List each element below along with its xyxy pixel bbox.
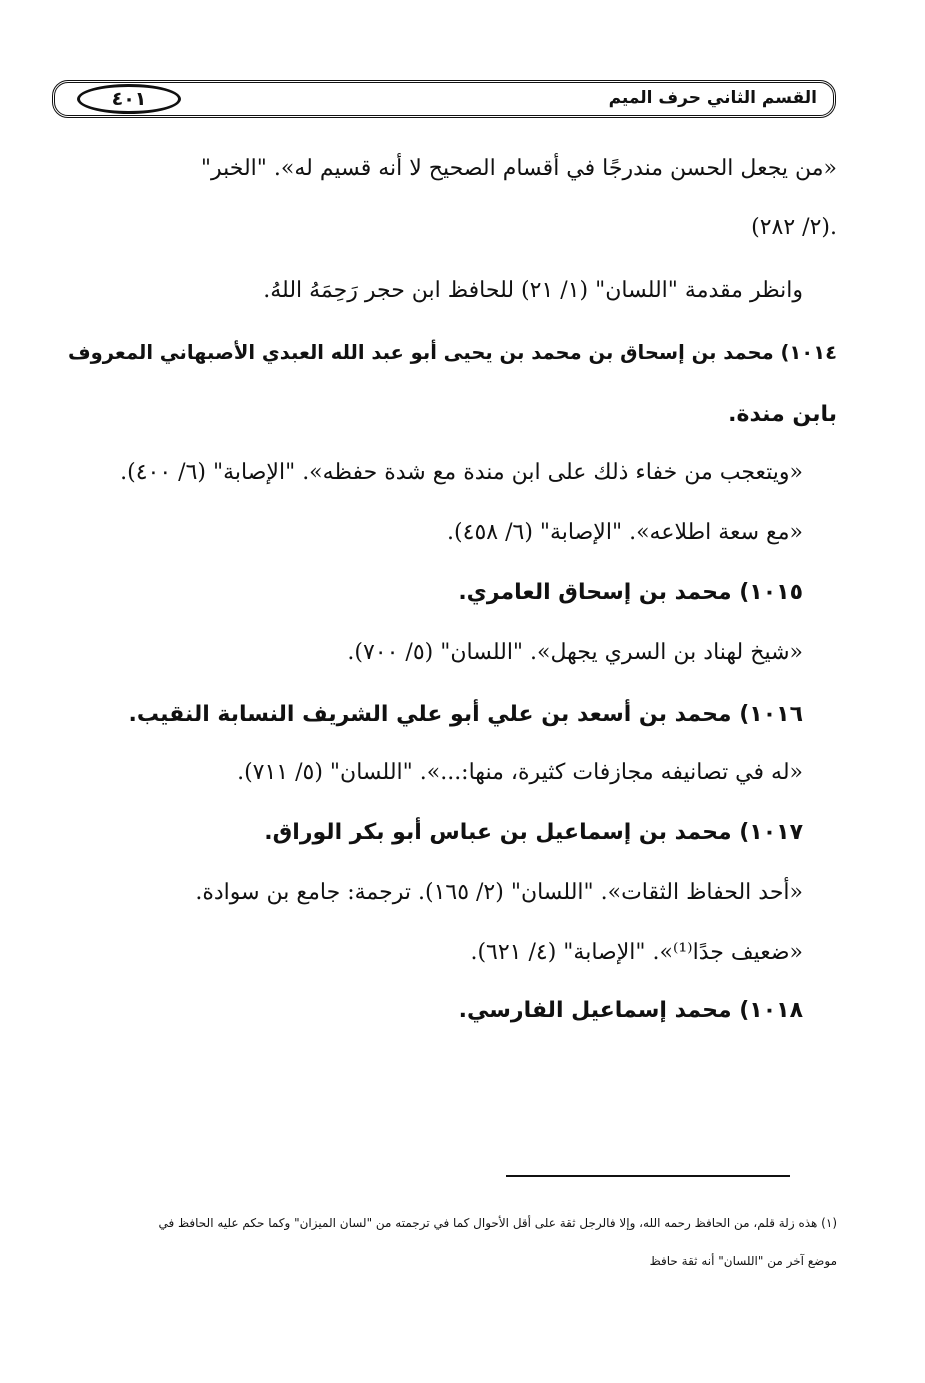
footnote-line: موضع آخر من "اللسان" أنه ثقة حافظ (649, 1254, 837, 1268)
entry-heading: ١٠١٨) محمد إسماعيل الفارسي. (458, 998, 803, 1023)
entry-heading: ١٠١٦) محمد بن أسعد بن علي أبو علي الشريف النسابة النقيب. (128, 702, 803, 727)
entry-heading: ١٠١٧) محمد بن إسماعيل بن عباس أبو بكر الوراق. (264, 820, 803, 845)
body-line: وانظر مقدمة "اللسان" (١/ ٢١) للحافظ ابن حجر رَحِمَهُ اللهُ. (263, 278, 803, 303)
body-line: «مع سعة اطلاعه». "الإصابة" (٦/ ٤٥٨). (447, 520, 803, 545)
body-line: «أحد الحفاظ الثقات». "اللسان" (٢/ ١٦٥). ترجمة: جامع بن سوادة. (195, 880, 803, 905)
body-line: «له في تصانيفه مجازفات كثيرة، منها:...». "اللسان" (٥/ ٧١١). (237, 760, 803, 785)
entry-heading: ١٠١٥) محمد بن إسحاق العامري. (458, 580, 803, 605)
body-line: (٢/ ٢٨٢). (751, 215, 837, 240)
body-line: «ويتعجب من خفاء ذلك على ابن مندة مع شدة حفظه». "الإصابة" (٦/ ٤٠٠). (120, 460, 803, 485)
footnote-separator (506, 1175, 790, 1177)
entry-heading-continued: بابن مندة. (728, 402, 837, 427)
page-number: ٤٠١ (77, 84, 181, 114)
entry-heading: ١٠١٤) محمد بن إسحاق بن محمد بن يحيى أبو عبد الله العبدي الأصبهاني المعروف (68, 341, 837, 364)
body-line: «شيخ لهناد بن السري يجهل». "اللسان" (٥/ ٧٠٠). (347, 640, 803, 665)
footnote-line: (١) هذه زلة قلم، من الحافظ رحمه الله، وإلا فالرجل ثقة على أقل الأحوال كما في ترجمته من "لسان الميزان" وكما حكم عليه الحافظ في (158, 1216, 837, 1230)
section-title: القسم الثاني حرف الميم (608, 88, 817, 108)
body-line: «ضعيف جدًا⁽¹⁾». "الإصابة" (٤/ ٦٢١). (470, 940, 803, 965)
body-line: «من يجعل الحسن مندرجًا في أقسام الصحيح لا أنه قسيم له». "الخبر" (200, 156, 837, 181)
running-header (52, 80, 836, 118)
